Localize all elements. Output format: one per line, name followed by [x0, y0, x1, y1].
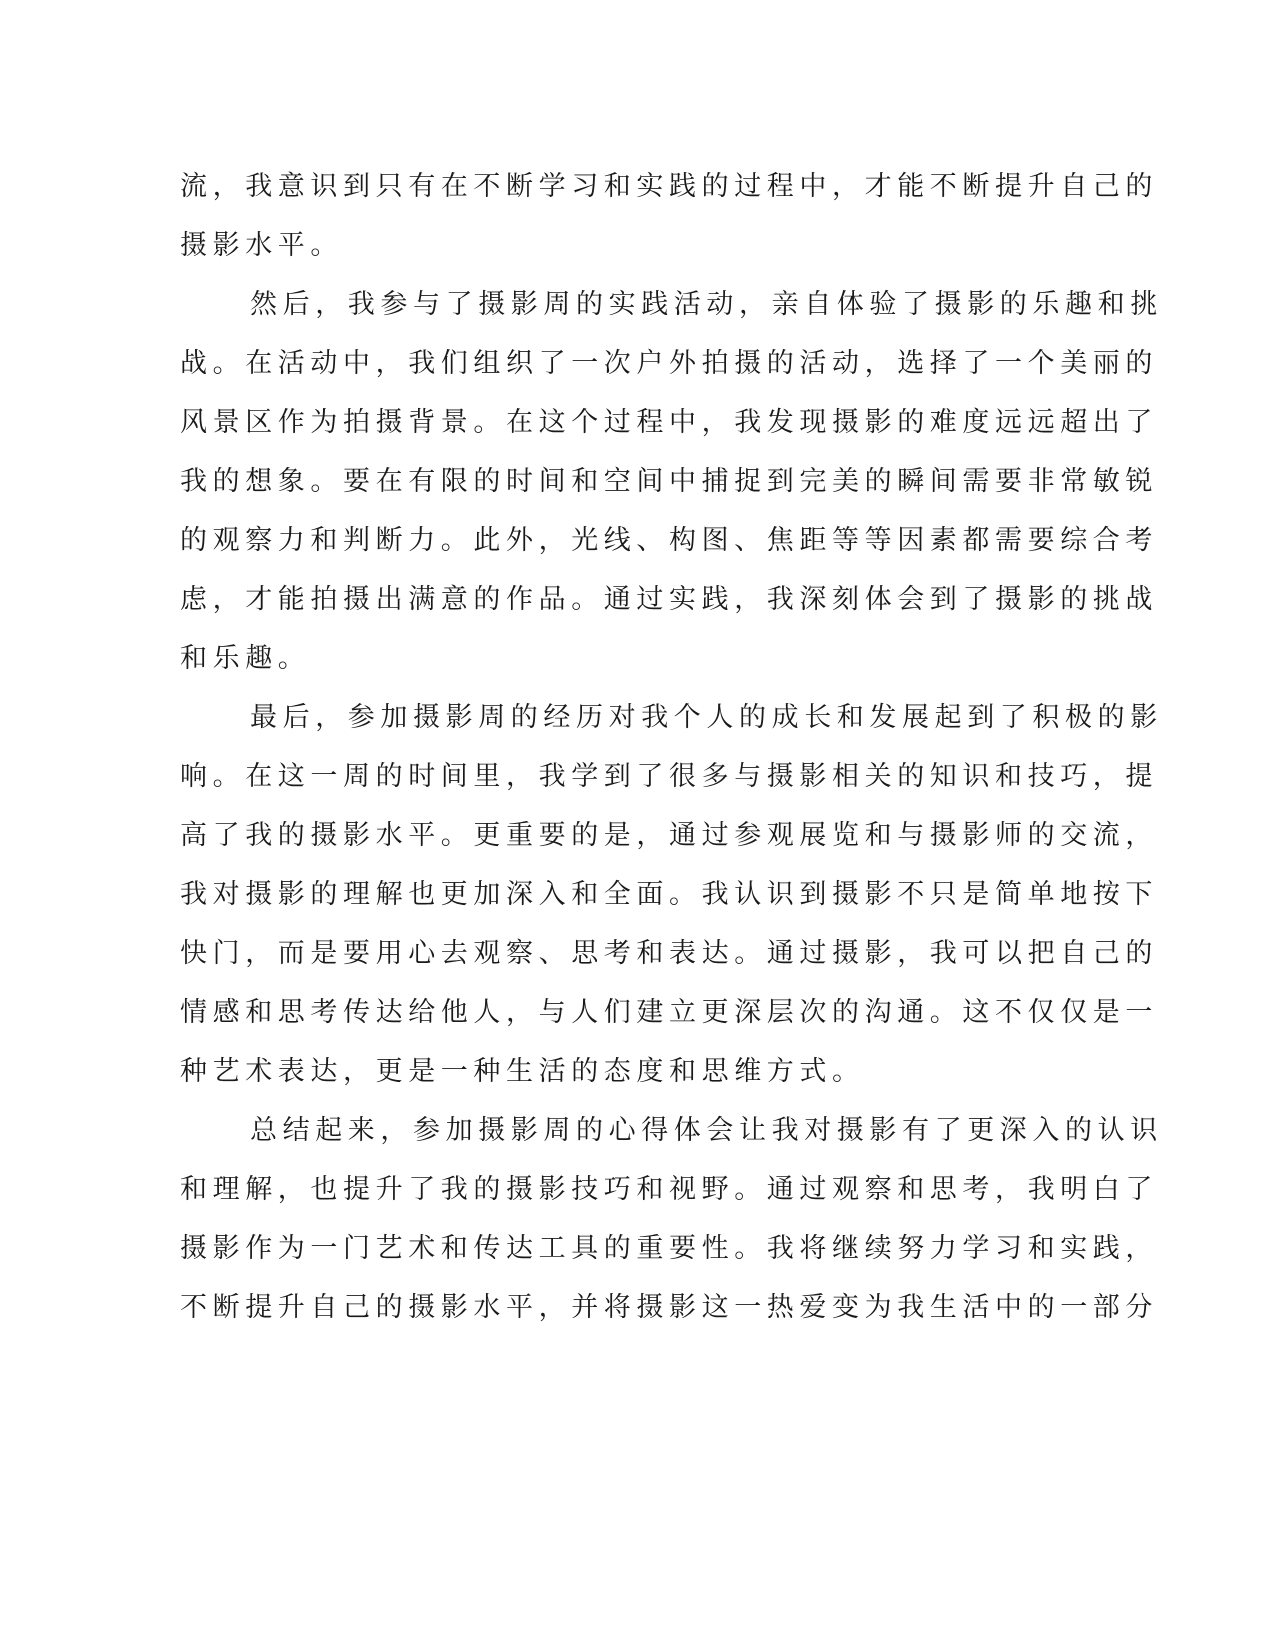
text-line: 和乐趣。: [180, 643, 311, 674]
text-line: 和理解，也提升了我的摄影技巧和视野。通过观察和思考，我明白了: [180, 1174, 1158, 1205]
text-line: 情感和思考传达给他人，与人们建立更深层次的沟通。这不仅仅是一: [180, 997, 1158, 1028]
text-line: 不断提升自己的摄影水平，并将摄影这一热爱变为我生活中的一部分: [180, 1292, 1158, 1323]
text-line: 种艺术表达，更是一种生活的态度和思维方式。: [180, 1056, 865, 1087]
text-line: 战。在活动中，我们组织了一次户外拍摄的活动，选择了一个美丽的: [180, 348, 1158, 379]
text-line: 摄影作为一门艺术和传达工具的重要性。我将继续努力学习和实践，: [180, 1233, 1158, 1264]
body-text: [180, 157, 1163, 1337]
text-line: 摄影水平。: [180, 230, 343, 261]
paragraph-start-line: 最后，参加摄影周的经历对我个人的成长和发展起到了积极的影: [250, 702, 1163, 733]
paragraph-start-line: 然后，我参与了摄影周的实践活动，亲自体验了摄影的乐趣和挑: [250, 289, 1163, 320]
paragraph-start-line: 总结起来，参加摄影周的心得体会让我对摄影有了更深入的认识: [250, 1115, 1163, 1146]
text-line: 流，我意识到只有在不断学习和实践的过程中，才能不断提升自己的: [180, 171, 1158, 202]
text-line: 风景区作为拍摄背景。在这个过程中，我发现摄影的难度远远超出了: [180, 407, 1158, 438]
text-line: 我的想象。要在有限的时间和空间中捕捉到完美的瞬间需要非常敏锐: [180, 466, 1158, 497]
text-line: 快门，而是要用心去观察、思考和表达。通过摄影，我可以把自己的: [180, 938, 1158, 969]
text-line: 响。在这一周的时间里，我学到了很多与摄影相关的知识和技巧，提: [180, 761, 1158, 792]
text-line: 的观察力和判断力。此外，光线、构图、焦距等等因素都需要综合考: [180, 525, 1158, 556]
text-line: 我对摄影的理解也更加深入和全面。我认识到摄影不只是简单地按下: [180, 879, 1158, 910]
text-line: 虑，才能拍摄出满意的作品。通过实践，我深刻体会到了摄影的挑战: [180, 584, 1158, 615]
text-line: 高了我的摄影水平。更重要的是，通过参观展览和与摄影师的交流，: [180, 820, 1158, 851]
